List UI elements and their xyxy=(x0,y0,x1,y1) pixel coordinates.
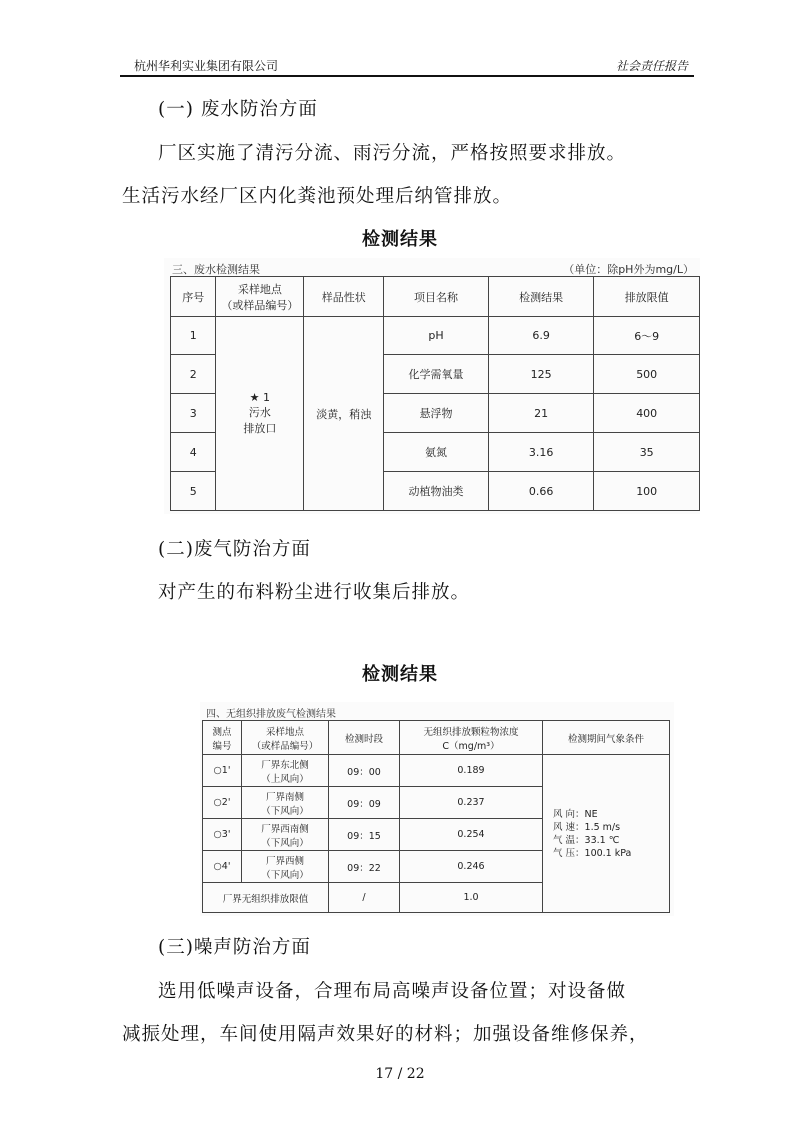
weather-cell xyxy=(543,755,670,913)
col-header-site-line1: 采样地点 xyxy=(237,282,282,296)
cell-time: 09：09 xyxy=(329,787,400,819)
table-row xyxy=(171,317,700,355)
cell-conc: 0.254 xyxy=(400,819,543,851)
cell-no: ○4' xyxy=(203,851,242,883)
cell-no: 2 xyxy=(171,355,216,394)
cell-time: 09：00 xyxy=(329,755,400,787)
col-header-site-line2: （或样品编号） xyxy=(221,298,299,312)
cell-site-line2: （下风向） xyxy=(261,805,309,817)
noise-line-2: 减振处理，车间使用隔声效果好的材料；加强设备维修保养， xyxy=(122,1024,649,1045)
cell-no: ○1' xyxy=(203,755,242,787)
cell-no: 3 xyxy=(171,394,216,433)
col-header-no-line1: 测点 xyxy=(212,726,232,738)
wastewater-table-scan xyxy=(164,258,700,514)
exhaust-table-title: 四、无组织排放废气检测结果 xyxy=(206,709,336,720)
noise-heading: (三)噪声防治方面 xyxy=(158,937,311,958)
cell-limit-time: / xyxy=(329,883,400,913)
col-header-site xyxy=(216,277,304,317)
water-heading: (一) 废水防治方面 xyxy=(158,99,318,120)
cell-no: 4 xyxy=(171,433,216,472)
cell-limit-label: 厂界无组织排放限值 xyxy=(203,883,329,913)
cell-conc: 0.237 xyxy=(400,787,543,819)
cell-conc: 0.189 xyxy=(400,755,543,787)
cell-limit: 500 xyxy=(594,355,700,394)
exhaust-table xyxy=(202,720,670,913)
cell-limit: 100 xyxy=(594,472,700,511)
col-header-conc xyxy=(400,721,543,755)
weather-temperature: 气 温：33.1 ℃ xyxy=(553,834,620,846)
col-header-no xyxy=(203,721,242,755)
cell-no: 1 xyxy=(171,317,216,355)
cell-site-line1: 厂界东北侧 xyxy=(261,759,309,771)
weather-wind-direction: 风 向：NE xyxy=(553,808,598,820)
site-line-2: 污水 xyxy=(248,406,271,419)
cell-result: 6.9 xyxy=(488,317,594,355)
weather-pressure: 气 压：100.1 kPa xyxy=(553,847,632,859)
cell-result: 125 xyxy=(488,355,594,394)
cell-limit: 6～9 xyxy=(594,317,700,355)
cell-site xyxy=(242,755,329,787)
table-row xyxy=(203,755,670,787)
cell-site-line2: （下风向） xyxy=(261,869,309,881)
gas-heading: (二)废气防治方面 xyxy=(158,539,311,560)
cell-no: ○3' xyxy=(203,819,242,851)
col-header-no: 序号 xyxy=(171,277,216,317)
wastewater-table-title: 三、废水检测结果 xyxy=(172,263,260,276)
cell-result: 0.66 xyxy=(488,472,594,511)
cell-limit: 35 xyxy=(594,433,700,472)
cell-time: 09：22 xyxy=(329,851,400,883)
page-header xyxy=(120,55,694,77)
report-title: 社会责任报告 xyxy=(615,59,688,73)
cell-site-line2: （下风向） xyxy=(261,837,309,849)
weather-wind-speed: 风 速：1.5 m/s xyxy=(553,821,621,833)
company-name: 杭州华利实业集团有限公司 xyxy=(134,59,279,73)
water-line-2: 生活污水经厂区内化粪池预处理后纳管排放。 xyxy=(122,186,513,207)
col-header-site xyxy=(242,721,329,755)
cell-time: 09：15 xyxy=(329,819,400,851)
gas-line-1: 对产生的布料粉尘进行收集后排放。 xyxy=(158,582,471,603)
result-caption-2: 检测结果 xyxy=(362,664,438,685)
cell-item: 动植物油类 xyxy=(384,472,488,511)
cell-item: 氨氮 xyxy=(384,433,488,472)
wastewater-table xyxy=(170,276,700,511)
cell-result: 3.16 xyxy=(488,433,594,472)
cell-property: 淡黄，稍浊 xyxy=(304,317,384,511)
cell-item: pH xyxy=(384,317,488,355)
wastewater-table-unit: （单位：除pH外为mg/L） xyxy=(563,263,694,276)
col-header-site-line2: （或样品编号） xyxy=(251,740,319,752)
cell-conc: 0.246 xyxy=(400,851,543,883)
page-number: 17 / 22 xyxy=(375,1066,425,1082)
col-header-result: 检测结果 xyxy=(488,277,594,317)
col-header-weather: 检测期间气象条件 xyxy=(543,721,670,755)
cell-site-line1: 厂界西侧 xyxy=(265,855,304,867)
col-header-conc-line1: 无组织排放颗粒物浓度 xyxy=(423,726,519,738)
col-header-conc-line2: C（mg/m³） xyxy=(442,740,500,752)
cell-item: 化学需氧量 xyxy=(384,355,488,394)
cell-no: ○2' xyxy=(203,787,242,819)
exhaust-table-scan xyxy=(200,702,674,916)
water-line-1: 厂区实施了清污分流、雨污分流，严格按照要求排放。 xyxy=(158,143,627,164)
cell-item: 悬浮物 xyxy=(384,394,488,433)
result-caption-1: 检测结果 xyxy=(362,229,438,250)
cell-result: 21 xyxy=(488,394,594,433)
cell-no: 5 xyxy=(171,472,216,511)
col-header-limit: 排放限值 xyxy=(594,277,700,317)
site-line-3: 排放口 xyxy=(243,422,277,435)
cell-site-line1: 厂界南侧 xyxy=(265,791,304,803)
col-header-time: 检测时段 xyxy=(329,721,400,755)
cell-site xyxy=(216,317,304,511)
col-header-no-line2: 编号 xyxy=(212,740,232,752)
col-header-property: 样品性状 xyxy=(304,277,384,317)
cell-site xyxy=(242,851,329,883)
cell-limit-value: 1.0 xyxy=(400,883,543,913)
cell-site xyxy=(242,787,329,819)
noise-line-1: 选用低噪声设备，合理布局高噪声设备位置；对设备做 xyxy=(158,981,627,1002)
cell-site-line1: 厂界西南侧 xyxy=(261,823,309,835)
site-line-1: ★ 1 xyxy=(249,391,271,404)
cell-site xyxy=(242,819,329,851)
cell-limit: 400 xyxy=(594,394,700,433)
col-header-site-line1: 采样地点 xyxy=(265,726,304,738)
col-header-item: 项目名称 xyxy=(384,277,488,317)
cell-site-line2: （上风向） xyxy=(261,773,309,785)
